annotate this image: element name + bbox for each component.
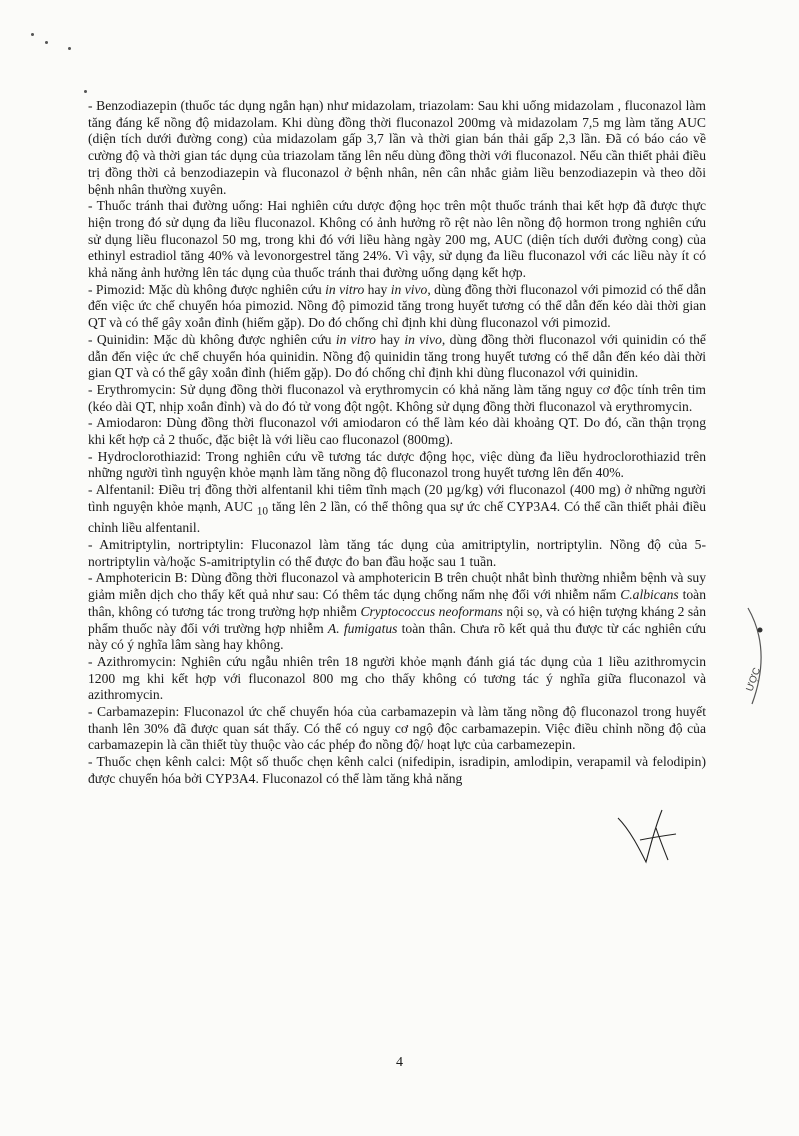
text-segment: in vitro <box>325 281 365 297</box>
text-segment: - Amiodaron: Dùng đồng thời fluconazol với amiodaron có thể làm kéo dài khoảng QT. Do đó, cần thận trọng khi kết hợp cả 2 thuốc, đặc biệt là với liều cao fluconazol (800mg). <box>88 415 706 448</box>
text-segment: - Alfentanil: Điều trị đồng thời alfentanil khi tiêm tĩnh mạch (20 µg/kg) với fluconazol (400 mg) ở những người tình nguyện khỏe mạnh, AUC <box>88 482 706 514</box>
text-segment: A. fumigatus <box>327 620 398 636</box>
paragraph-carbamazepin <box>88 704 706 754</box>
paragraph-erythromycin <box>88 382 706 415</box>
text-segment: in vitro <box>335 331 376 347</box>
text-segment: - Benzodiazepin (thuốc tác dụng ngắn hạn) như midazolam, triazolam: Sau khi uống midazolam , fluconazol làm tăng đáng kể nồng độ midazolam. Khi dùng đồng thời fluconazol 200mg và midazolam 7,5 mg làm tăng AUC (diện tích dưới đường cong) của midazolam gấp 3,7 lần và thời gian bán thải gấp 2,3 lần. Đã có báo cáo về cường độ và thời gian tác dụng của triazolam tăng lên nếu dùng đồng thời với fluconazol. Nếu cần thiết phải điều trị đồng thời cả benzodiazepin và fluconazol ở bệnh nhân, nên cân nhắc giảm liều benzodiazepin và theo dõi bệnh nhân thường xuyên. <box>88 98 706 197</box>
paragraph-quinidin <box>88 332 706 382</box>
paragraph-amiodaron <box>88 415 706 448</box>
paragraph-pimozid <box>88 282 706 332</box>
text-segment: - Thuốc chẹn kênh calci: Một số thuốc chẹn kênh calci (nifedipin, isradipin, amlodipin, verapamil và felodipin) được chuyển hóa bởi CYP3A4. Fluconazol có thể làm tăng khả năng <box>88 754 706 786</box>
text-segment: - Quinidin: Mặc dù không được nghiên cứu <box>88 331 336 347</box>
text-segment: - Pimozid: Mặc dù không được nghiên cứu <box>88 281 326 297</box>
text-segment: in vivo <box>404 331 442 347</box>
text-segment: - Azithromycin: Nghiên cứu ngẫu nhiên trên 18 người khỏe mạnh đánh giá tác dụng của 1 liều azithromycin 1200 mg khi kết hợp với fluconazol 800 mg cho thấy không có tương tác ý nghĩa giữa fluconazol và azithromycin. <box>88 653 706 703</box>
text-segment: 10 <box>256 505 269 518</box>
text-segment: , dùng đồng thời fluconazol với quinidin có thể dẫn đến việc ức chế chuyển hóa quinidin. Nồng độ quinidin tăng trong huyết tương có thể dẫn đến kéo dài thời gian QT và có thể gây xoắn đỉnh (hiếm gặp). Do đó chống chỉ định khi dùng fluconazol với quinidin. <box>88 331 706 381</box>
paragraph-hydroclorothiazid <box>88 449 706 482</box>
text-segment: - Hydroclorothiazid: Trong nghiên cứu về tương tác dược động học, việc dùng đa liều hydroclorothiazid trên những người tình nguyện khỏe mạnh làm tăng nồng độ fluconazol trong huyết tương lên đến 40%. <box>88 448 706 481</box>
paragraph-amphotericin <box>88 570 706 654</box>
text-segment: - Amitriptylin, nortriptylin: Fluconazol làm tăng tác dụng của amitriptylin, nortriptylin. Nồng độ của 5-nortriptylin và/hoặc S-amitriptylin có thể được đo ban đầu hoặc sau 1 tuần. <box>88 537 706 569</box>
text-segment: toàn thân. Chưa rõ kết quả thu được từ các nghiên cứu này có ý nghĩa lâm sàng hay không. <box>88 620 706 653</box>
paragraph-amitriptylin <box>88 537 706 570</box>
text-segment: - Amphotericin B: Dùng đồng thời fluconazol và amphotericin B trên chuột nhắt bình thường nhiễm bệnh và suy giảm miễn dịch cho thấy kết quả như sau: Có thêm tác dụng chống nấm nhẹ đối với nhiễm nấm <box>88 570 706 603</box>
paragraph-azithromycin <box>88 654 706 704</box>
signature-mark <box>610 800 690 870</box>
text-segment: C.albicans <box>620 587 679 603</box>
paragraph-thuoc-tranh-thai <box>88 198 706 282</box>
text-segment: tăng lên 2 lần, có thể thông qua sự ức chế CYP3A4. Có thể cần thiết phải điều chỉnh liều alfentanil. <box>88 498 706 536</box>
text-segment: - Carbamazepin: Fluconazol ức chế chuyển hóa của carbamazepin và làm tăng nồng độ fluconazol trong huyết thanh lên 30% đã được quan sát thấy. Có thể có nguy cơ ngộ độc carbamazepin. Việc điều chỉnh nồng độ của carbamazepin là cần thiết tùy thuộc vào các phép đo nồng độ/ hoạt lực của carbamezepin. <box>88 704 706 753</box>
text-segment: nội sọ, và có hiện tượng kháng 2 sản phẩm thuốc này đối với trường hợp nhiễm <box>88 603 706 636</box>
text-segment: , dùng đồng thời fluconazol với pimozid có thể dẫn đến việc ức chế chuyển hóa pimozid. Nồng độ pimozid tăng trong huyết tương có thể dẫn đến kéo dài thời gian QT và có thể gây xoắn đỉnh (hiếm gặp). Do đó chống chỉ định khi dùng fluconazol với pimozid. <box>88 281 706 331</box>
text-segment: hay <box>375 331 405 347</box>
page-body-text <box>88 98 706 788</box>
paragraph-chen-kenh-calci <box>88 754 706 787</box>
paragraph-benzodiazepin <box>88 98 706 198</box>
text-segment: hay <box>364 281 391 297</box>
text-segment: - Thuốc tránh thai đường uống: Hai nghiên cứu dược động học trên một thuốc tránh thai kết hợp đã được thực hiện trong đó sử dụng đa liều fluconazol. Không có ảnh hưởng rõ rệt nào lên nồng độ hormon trong nghiên cứu sử dụng liều fluconazol 50 mg, trong khi đó với liều hàng ngày 200 mg, AUC (diện tích dưới đường cong) của ethinyl estradiol tăng 40% và levonorgestrel tăng 24%. Vì vậy, sử dụng đa liều fluconazol với các liều này ít có khả năng ảnh hưởng lên tác dụng của thuốc tránh thai đường uống dạng kết hợp. <box>88 198 706 281</box>
text-segment: - Erythromycin: Sử dụng đồng thời fluconazol và erythromycin có khả năng làm tăng nguy cơ độc tính trên tim (kéo dài QT, nhịp xoắn đỉnh) và do đó tử vong đột ngột. Không sử dụng đồng thời fluconazol và erythromycin. <box>88 381 706 414</box>
stamp-text: ƯỢC <box>744 666 764 694</box>
stamp-mark <box>738 600 778 710</box>
text-segment: in vivo <box>390 281 428 297</box>
paragraph-alfentanil <box>88 482 706 537</box>
text-segment: toàn thân, không có tương tác trong trường hợp nhiễm <box>88 587 706 619</box>
page-number: 4 <box>396 1055 403 1070</box>
text-segment: Cryptococcus neoformans <box>360 603 503 619</box>
